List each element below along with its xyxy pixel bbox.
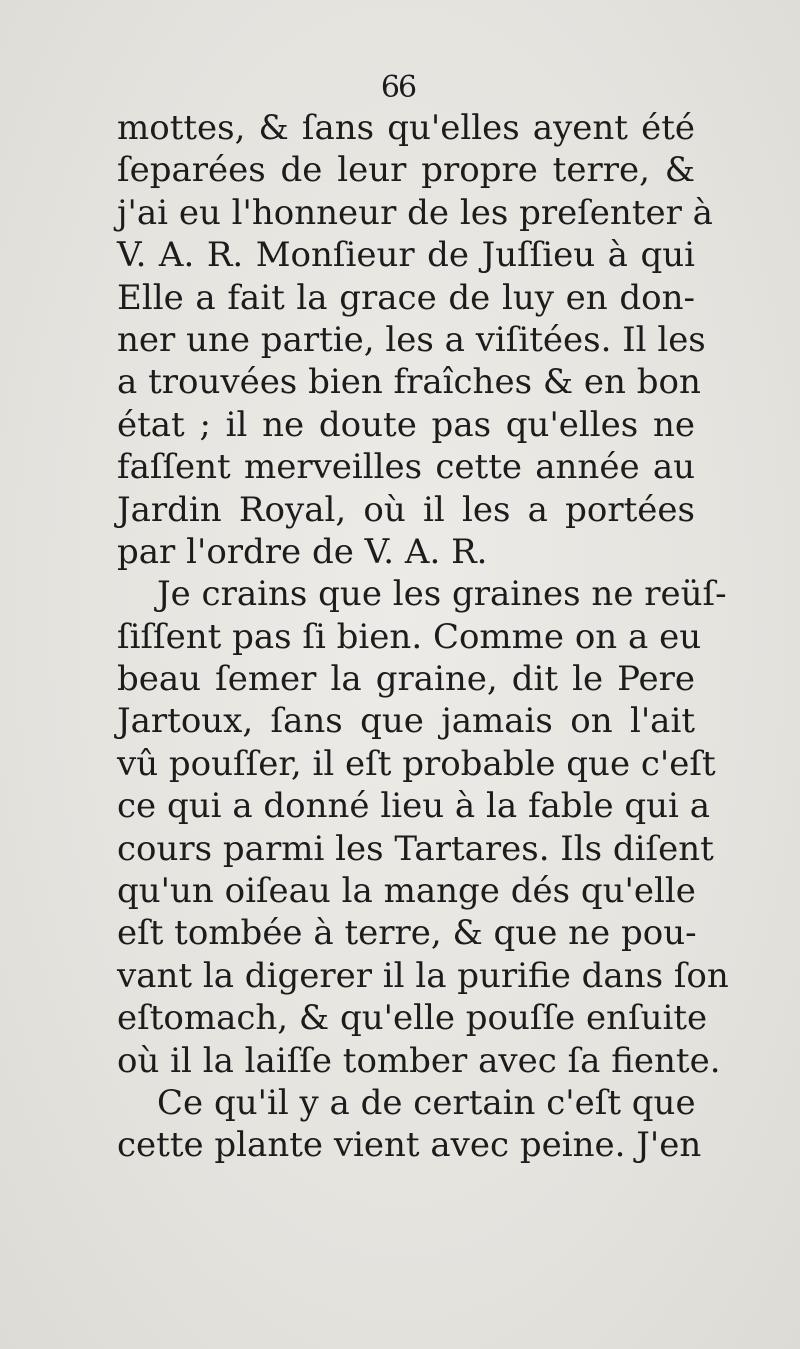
text-line: Jartoux, ſans que jamais on l'ait [117, 701, 695, 742]
text-line: ſeparées de leur propre terre, & [117, 150, 695, 191]
paragraph-end-line: par l'ordre de V. A. R. [117, 531, 488, 572]
text-line: ner une partie, les a viſitées. Il les [117, 319, 706, 360]
text-line: ſiſſent pas ſi bien. Comme on a eu [117, 616, 702, 657]
text-line: qu'un oiſeau la mange dés qu'elle [117, 871, 696, 912]
text-line: vû pouſſer, il eſt probable que c'eſt [117, 743, 716, 784]
body-text [117, 107, 729, 1167]
paragraph-start-line: Ce qu'il y a de certain c'eſt que [157, 1082, 696, 1123]
text-line: Jardin Royal, où il les a portées [117, 489, 695, 530]
text-line: Elle a fait la grace de luy en don- [117, 277, 695, 318]
text-line: état ; il ne doute pas qu'elles ne [117, 404, 695, 445]
text-line: faſſent merveilles cette année au [117, 447, 695, 488]
text-line: mottes, & ſans qu'elles ayent été [117, 108, 695, 148]
paragraph-start-line: Je crains que les graines ne reüſ- [157, 574, 727, 615]
text-line: cette plante vient avec peine. J'en [117, 1125, 702, 1166]
text-line: cours parmi les Tartares. Ils diſent [117, 828, 714, 869]
text-line: j'ai eu l'honneur de les preſenter à [117, 192, 713, 233]
text-line: vant la digerer il la purifie dans ſon [117, 955, 729, 996]
text-line: beau ſemer la graine, dit le Pere [117, 659, 695, 700]
page-number: 66 [380, 70, 416, 105]
text-line: V. A. R. Monſieur de Juſſieu à qui [117, 235, 695, 276]
text-line: eſt tombée à terre, & que ne pou- [117, 913, 697, 954]
text-line: a trouvées bien fraîches & en bon [117, 362, 701, 403]
paragraph-end-line: où il la laiſſe tomber avec ſa fiente. [117, 1040, 721, 1081]
text-line: eſtomach, & qu'elle pouſſe enſuite [117, 998, 708, 1039]
text-line: ce qui a donné lieu à la fable qui a [117, 786, 710, 827]
